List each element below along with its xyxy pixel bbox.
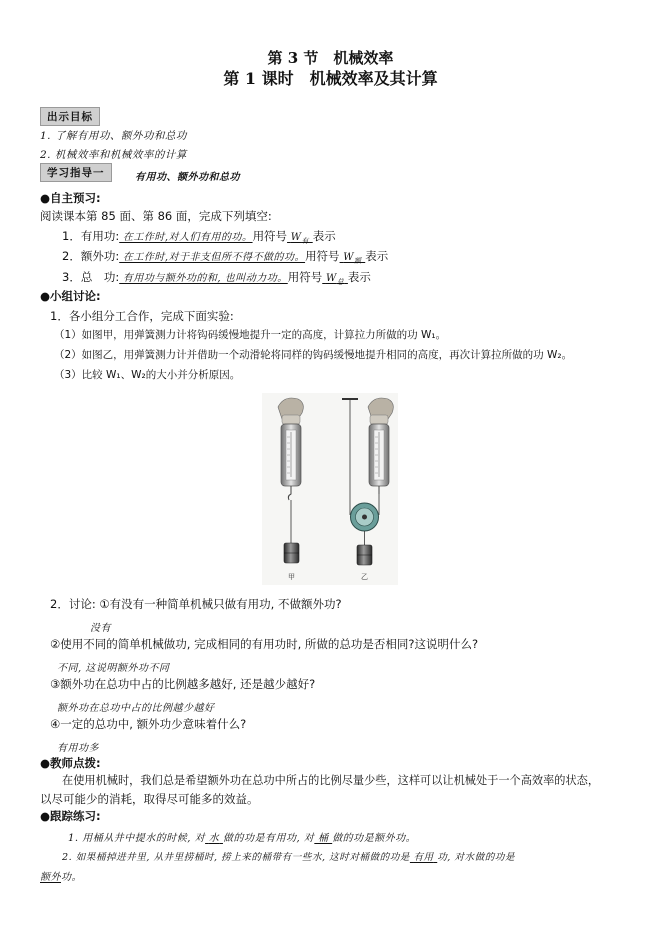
discussion-q2: ②使用不同的简单机械做功, 完成相同的有用功时, 所做的总功是否相同?这说明什么?: [50, 637, 479, 651]
group-step-1: （1）如图甲，用弹簧测力计将钩码缓慢地提升一定的高度，计算拉力所做的功 W₁。: [54, 329, 447, 341]
item-num: 2．: [62, 249, 81, 263]
preview-item-2: [62, 249, 388, 268]
practice-item-1: 1. 用桶从井中提水的时候, 对 水 做的功是有用功, 对 桶 做的功是额外功。: [68, 833, 417, 844]
discussion-q1: 2．讨论: ①有没有一种简单机械只做有用功, 不做额外功?: [50, 597, 342, 611]
goal-item-1: 1. 了解有用功、额外功和总功: [40, 130, 187, 142]
item-end: 表示: [312, 229, 336, 243]
practice-item-2: 2. 如果桶掉进井里, 从井里捞桶时, 捞上来的桶带有一些水, 这时对桶做的功是 有用 功, 对水做的功是: [62, 852, 515, 863]
item-symbol-label: 用符号: [287, 270, 323, 284]
figure-label-yi: 乙: [361, 573, 368, 581]
teacher-line-2: 以尽可能少的消耗，取得尽可能多的效益。: [40, 792, 259, 806]
figure-label-jia: 甲: [288, 573, 295, 581]
group-heading: ●小组讨论:: [40, 289, 101, 303]
goals-badge: 出示目标: [40, 107, 100, 126]
discussion-q4: ④一定的总功中, 额外功少意味着什么?: [50, 717, 247, 731]
item-symbol: $W_有$: [290, 232, 310, 245]
blank-answer: 有用: [413, 852, 434, 863]
experiment-illustration: [262, 393, 398, 585]
item-num: 1．: [62, 229, 81, 243]
section-title: 第 3 节 机械效率: [267, 49, 394, 67]
item-term: 总 功:: [80, 270, 120, 284]
preview-item-3: [62, 270, 371, 289]
item-term: 有用功:: [80, 229, 120, 243]
item-answer: 在工作时,对于非支但所不得不做的功。: [119, 252, 306, 263]
preview-item-1: [62, 229, 336, 248]
guide-badge: 学习指导一: [40, 163, 112, 182]
item-symbol-label: 用符号: [252, 229, 288, 243]
teacher-line-1: 在使用机械时，我们总是希望额外功在总功中所占的比例尽量少些，这样可以让机械处于一个高效率的状态，: [62, 774, 600, 787]
item-answer: 有用功与额外功的和, 也叫动力功。: [119, 273, 288, 284]
discussion-a3: 额外功在总功中占的比例越少越好: [57, 703, 215, 714]
item-end: 表示: [365, 249, 389, 263]
goal-item-2: 2. 机械效率和机械效率的计算: [40, 149, 187, 161]
item-symbol-label: 用符号: [305, 249, 340, 263]
discussion-q3: ③额外功在总功中占的比例越多越好, 还是越少越好?: [50, 677, 316, 691]
item-num: 3．: [62, 270, 81, 284]
group-step-2: （2）如图乙，用弹簧测力计并借助一个动滑轮将同样的钩码缓慢地提升相同的高度，再次计算拉所做的功 W₂。: [54, 349, 573, 361]
experiment-figure: [262, 393, 398, 585]
practice-heading: ●跟踪练习:: [40, 809, 101, 823]
guide-topic: 有用功、额外功和总功: [135, 172, 240, 183]
preview-instruction: 阅读课本第 85 面、第 86 面，完成下列填空:: [40, 209, 272, 223]
discussion-a4: 有用功多: [57, 743, 99, 754]
teacher-heading: ●教师点拨:: [40, 756, 101, 770]
discussion-a2: 不同, 这说明额外功不同: [57, 663, 170, 674]
blank-answer: 桶: [318, 833, 329, 844]
discussion-a1: 没有: [90, 623, 111, 634]
item-answer: 在工作时,对人们有用的功。: [119, 232, 253, 243]
lesson-title: 第 1 课时 机械效率及其计算: [223, 69, 438, 88]
item-end: 表示: [347, 270, 371, 284]
item-symbol: $W_额$: [343, 252, 362, 265]
item-term: 额外功:: [80, 249, 120, 263]
group-task: 1．各小组分工合作，完成下面实验:: [50, 309, 234, 323]
item-symbol: $W_总$: [325, 273, 345, 286]
blank-answer: 额外: [40, 872, 61, 883]
group-step-3: （3）比较 W₁、W₂的大小并分析原因。: [54, 369, 241, 381]
practice-item-2-cont: 额外功。: [40, 872, 82, 883]
preview-heading: ●自主预习:: [40, 191, 101, 205]
blank-answer: 水: [208, 833, 220, 844]
